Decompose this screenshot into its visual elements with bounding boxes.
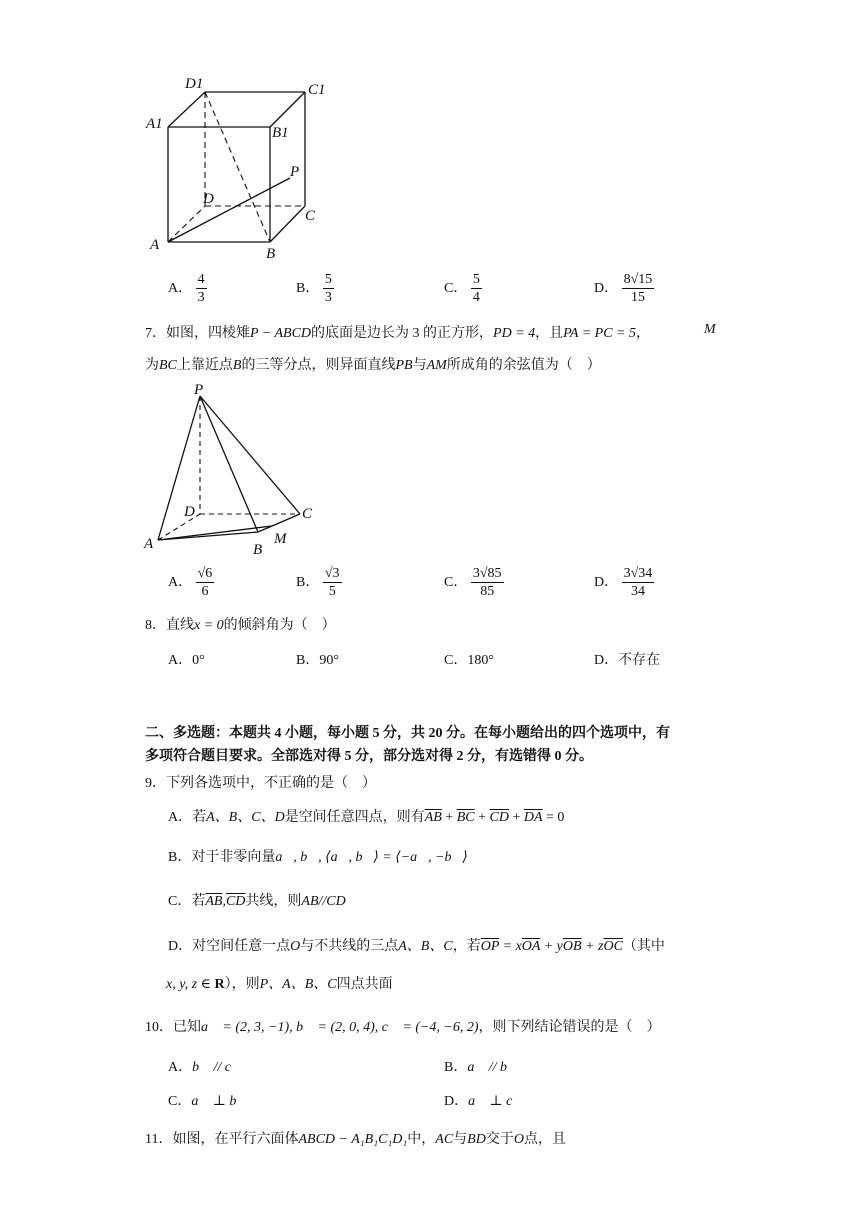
math: = x [499,939,522,954]
option-letter: D． [594,575,619,591]
vector: $\overline{CD}$ [225,894,246,909]
frac-den: 34 [630,584,645,600]
text: 与 [412,358,427,373]
math: R [214,977,225,992]
math: A、B、C [398,939,453,954]
text: C．若 [168,894,206,909]
math: M [704,322,716,337]
frac-num: √3 [323,566,342,583]
text: 7．如图，四棱雉 [145,326,250,341]
q9-option-d-cont [166,973,393,993]
math: + y [540,939,563,954]
q8-option-d[interactable] [594,649,660,669]
q7-option-b[interactable] [296,566,342,600]
option-letter: B． [296,281,320,297]
q9-option-a[interactable]: A．若A、B、C、D是空间任意四点，则有$\overline{AB} + \overline{BC} + \overline{CD} + \overline{DA} = 0$ [168,810,565,825]
q10-stem [145,1016,661,1036]
text: 的三等分点，则异面直线 [241,358,396,373]
q8-option-b[interactable] [296,649,339,669]
math: PD = 4 [493,326,536,341]
q8-stem [145,614,336,634]
vector: $\overline{OA}$ [521,939,541,954]
math: O [513,1132,524,1147]
label-p: P [290,164,300,180]
text: 9．下列各选项中，不正确的是（ ） [145,776,376,791]
label-c: C [305,208,316,224]
vector: $\overline{OP}$ [480,939,500,954]
frac-den: 5 [328,584,336,600]
q6-option-d[interactable] [594,272,654,306]
math: x = 0 [194,618,224,633]
math: A、B、C、D [206,810,285,825]
math: AC [435,1132,454,1147]
math: P − ABCD [250,326,312,341]
label-b1: B1 [272,125,289,141]
q6-option-c[interactable] [444,272,482,306]
text: （其中 [622,939,665,954]
label-a: A [144,536,154,552]
frac-den: 3 [197,290,205,306]
text: 多项符合题目要求。全部选对得 5 分，部分选对得 2 分，有选错得 0 分。 [145,749,593,764]
q10-option-c[interactable] [168,1090,247,1110]
vector: $\overline{OB}$ [562,939,582,954]
section2-heading-line1 [145,722,670,742]
label-b: B [266,246,276,262]
math: BC [159,358,177,373]
option-text: B．90° [296,653,339,668]
q6-option-a[interactable] [168,272,207,306]
math: + z [581,939,604,954]
label-c1: C1 [308,82,326,98]
text: 点，且 [523,1132,566,1147]
text: ，则下列结论错误的是（ ） [478,1020,661,1035]
text: 与不共线的三点 [300,939,399,954]
frac-den: 15 [630,290,645,306]
text: ，且 [535,326,564,341]
option-letter: C． [168,1094,192,1109]
math: x, y, z ∈ [166,977,215,992]
text: 10．已知 [145,1020,201,1035]
q7-option-d[interactable] [594,566,654,600]
math: PA = PC = 5 [563,326,636,341]
vector: $\overline{AB}$ [205,894,223,909]
label-b: B [253,542,263,558]
math: b⃗ // c⃗ [192,1060,242,1075]
q9-stem [145,772,376,792]
text: 与 [453,1132,468,1147]
text: A．若 [168,810,207,825]
math: AB//CD [301,894,346,909]
math: a⃗ // b⃗ [467,1060,518,1075]
text: 的倾斜角为（ ） [223,618,336,633]
text: 中， [407,1132,436,1147]
label-d1: D1 [185,76,204,92]
math: a⃗, b⃗, ⟨a⃗, b⃗⟩ = ⟨−a⃗, −b⃗⟩ [275,850,468,865]
q11-stem [145,1128,566,1148]
math: = 0 [546,810,565,825]
q7-option-c[interactable] [444,566,504,600]
q6-option-b[interactable] [296,272,334,306]
text: 交于 [485,1132,514,1147]
label-m: M [274,531,287,547]
option-letter: C． [444,575,468,591]
q10-option-b[interactable] [444,1056,518,1076]
frac-num: 3√34 [622,566,655,583]
cube-figure [140,72,340,267]
label-d: D [203,191,214,207]
option-text: D．不存在 [594,653,661,668]
math: PB [395,358,413,373]
label-a: A [150,237,160,253]
frac-num: √6 [196,566,215,583]
option-letter: B． [296,575,320,591]
math: a⃗ ⊥ b⃗ [191,1094,248,1109]
q7-stem-line2 [145,354,601,374]
q10-option-a[interactable] [168,1056,242,1076]
text: 上靠近点 [176,358,233,373]
frac-den: 4 [472,290,480,306]
option-letter: C． [444,281,468,297]
math: BD [467,1132,486,1147]
label-a1: A1 [146,116,163,132]
q9-option-b[interactable] [168,846,468,866]
text: 共线，则 [245,894,302,909]
text: B．对于非零向量 [168,850,276,865]
text: 的底面是边长为 3 的正方形， [311,326,494,341]
q8-option-a[interactable] [168,649,205,669]
text: 是空间任意四点，则有 [284,810,425,825]
math: a⃗ = (2, 3, −1), b⃗ = (2, 0, 4), c⃗ = (−4, −6, 2) [201,1020,479,1035]
text: 四点共面 [336,977,393,992]
option-text: C．180° [444,653,494,668]
option-text: A．0° [168,653,205,668]
label-d: D [184,504,195,520]
q9-option-c[interactable]: C．若$\overline{AB},\overline{CD}$共线，则AB//CD [168,894,346,909]
frac-num: 4 [196,272,207,289]
vector: $\overline{CD}$ [489,810,509,825]
text: 所成角的余弦值为（ ） [446,358,601,373]
option-letter: A． [168,281,193,297]
frac-den: 85 [480,584,495,600]
frac-num: 5 [471,272,482,289]
frac-num: 8√15 [622,272,655,289]
vector: $\overline{BC}$ [456,810,475,825]
option-letter: A． [168,575,193,591]
q7-option-a[interactable] [168,566,214,600]
q10-option-d[interactable] [444,1090,523,1110]
vector: $\overline{AB}$ [424,810,442,825]
vector: $\overline{DA}$ [523,810,543,825]
math: AM [426,358,447,373]
q7-stem-line1 [145,322,650,342]
q7-stem-m [704,322,716,338]
option-letter: B． [444,1060,468,1075]
math: O [290,939,301,954]
frac-num: 3√85 [471,566,504,583]
q9-option-d[interactable] [168,935,665,955]
q8-option-c[interactable] [444,649,494,669]
frac-den: 6 [201,584,209,600]
math: B [232,358,242,373]
pyramid-figure [140,380,330,560]
text: 8．直线 [145,618,194,633]
math: a⃗ ⊥ c⃗ [468,1094,524,1109]
text: 二、多选题：本题共 4 小题，每小题 5 分，共 20 分。在每小题给出的四个选项中，有 [145,726,670,741]
frac-den: 3 [324,290,332,306]
math: P、A、B、C [259,977,337,992]
option-letter: D． [594,281,619,297]
text: D．对空间任意一点 [168,939,291,954]
option-letter: A． [168,1060,193,1075]
frac-num: 5 [323,272,334,289]
label-c: C [302,506,313,522]
vector: $\overline{OC}$ [603,939,623,954]
text: 为 [145,358,159,373]
option-letter: D． [444,1094,469,1109]
text: ， [636,326,650,341]
section2-heading-line2 [145,745,593,765]
label-p: P [194,382,204,398]
text: ，若 [452,939,481,954]
text: 11．如图，在平行六面体 [145,1132,299,1147]
math: ABCD − A₁B₁C₁D₁ [298,1132,408,1147]
text: ），则 [224,977,260,992]
